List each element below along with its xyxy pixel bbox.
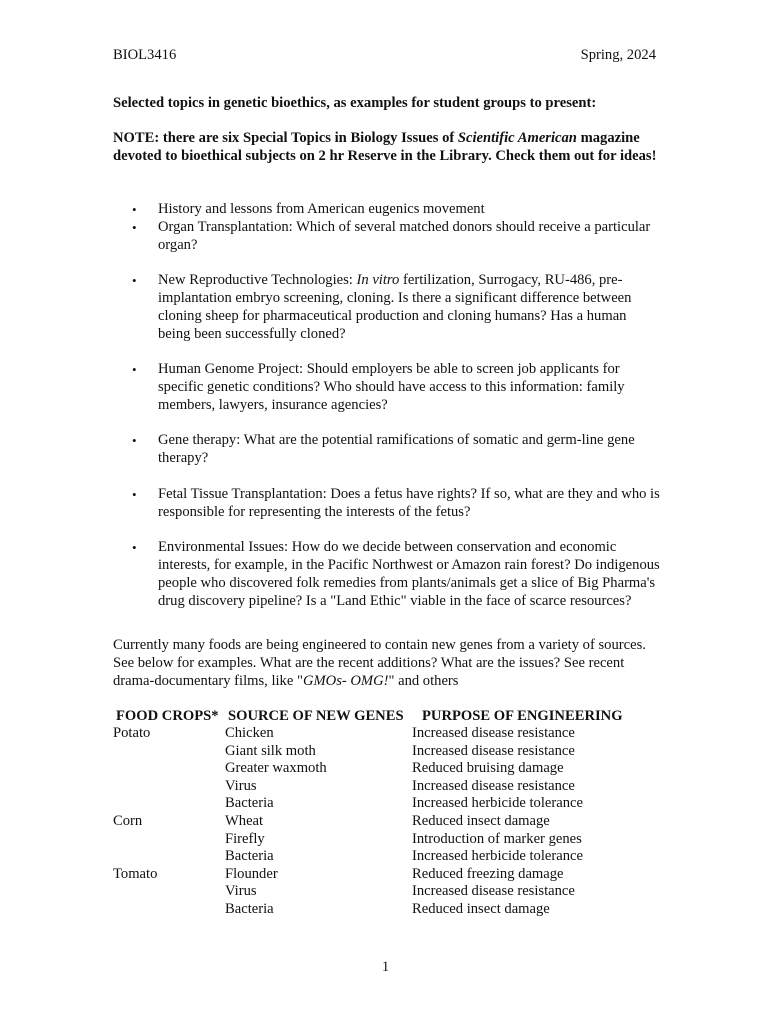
- page-number: 1: [381, 959, 390, 975]
- cell-purpose: Reduced insect damage: [412, 900, 550, 917]
- cell-source: Giant silk moth: [225, 742, 316, 759]
- foods-paragraph: [113, 636, 661, 690]
- cell-source: Virus: [225, 883, 257, 900]
- page-header: [113, 47, 658, 65]
- topic-list: [113, 201, 661, 610]
- table-row: [113, 866, 661, 884]
- cell-purpose: Increased disease resistance: [412, 777, 575, 794]
- table-row: [113, 831, 661, 849]
- note-paragraph: [113, 129, 661, 165]
- note-text-end: magazine devoted to bioethical subjects on 2 hr Reserve in the Library. Check them out for ideas!: [113, 130, 657, 164]
- foods-text-start: Currently many foods are being engineered to contain new genes from a variety of sources. See below for examples. What are the recent additions? What are the issues? See recent drama-documentary films, like ": [113, 637, 646, 689]
- table-row: [113, 743, 661, 761]
- note-magazine-title: Scientific American: [457, 130, 577, 146]
- cell-purpose: Reduced bruising damage: [412, 760, 564, 777]
- course-code: BIOL3416: [113, 47, 177, 63]
- table-row: [113, 760, 661, 778]
- cell-purpose: Increased herbicide tolerance: [412, 848, 583, 865]
- table-row: [113, 813, 661, 831]
- cell-crop: Corn: [113, 812, 143, 829]
- table-row: [113, 795, 661, 813]
- crop-table: [113, 725, 661, 919]
- foods-text-end: " and others: [388, 673, 459, 689]
- list-item: • Gene therapy: What are the potential ramifications of somatic and germ-line gene therapy?: [113, 432, 661, 468]
- term: Spring, 2024: [580, 47, 656, 63]
- document-page: [113, 0, 658, 1024]
- cell-source: Wheat: [225, 812, 264, 829]
- list-item: • History and lessons from American eugenics movement: [113, 201, 661, 219]
- list-item-text-end: fertilization, Surrogacy, RU-486, pre-implantation embryo screening, cloning. Is there a significant difference between cloning sheep for pharmaceutical production and cloning humans? Has a human being been successfully cloned?: [158, 272, 632, 342]
- cell-purpose: Increased disease resistance: [412, 742, 575, 759]
- list-item-text-start: New Reproductive Technologies:: [158, 272, 357, 289]
- list-item: • Organ Transplantation: Which of several matched donors should receive a particular organ?: [113, 219, 661, 255]
- cell-source: Greater waxmoth: [225, 760, 327, 777]
- table-row: [113, 883, 661, 901]
- cell-source: Chicken: [225, 725, 274, 741]
- cell-purpose: Reduced insect damage: [412, 812, 550, 829]
- header-source-genes: SOURCE OF NEW GENES: [228, 708, 404, 724]
- intro-heading: Selected topics in genetic bioethics, as examples for student groups to present:: [113, 95, 597, 111]
- film-title: GMOs- OMG!: [302, 673, 389, 689]
- list-item: • Human Genome Project: Should employers be able to screen job applicants for specific genetic conditions? Who should have access to this information: family members, lawyers, insurance agencies?: [113, 361, 661, 414]
- list-item-italic: In vitro: [356, 272, 400, 289]
- list-item: • Environmental Issues: How do we decide between conservation and economic interests, for example, in the Pacific Northwest or Amazon rain forest? Do indigenous people who discovered folk remedies from plants/animals get a slice of Big Pharma's drug discovery pipeline? Is a "Land Ethic" viable in the face of scarce resources?: [113, 539, 661, 610]
- table-row: [113, 901, 661, 919]
- cell-crop: Tomato: [113, 865, 158, 882]
- cell-source: Virus: [225, 777, 257, 794]
- cell-purpose: Increased disease resistance: [412, 883, 575, 900]
- header-food-crops: FOOD CROPS*: [116, 708, 219, 724]
- cell-source: Firefly: [225, 830, 265, 847]
- cell-purpose: Increased disease resistance: [412, 725, 575, 741]
- table-row: [113, 725, 661, 743]
- list-item: [113, 272, 661, 343]
- cell-source: Flounder: [225, 865, 278, 882]
- list-item: • Fetal Tissue Transplantation: Does a fetus have rights? If so, what are they and who is responsible for representing the interests of the fetus?: [113, 486, 661, 522]
- cell-source: Bacteria: [225, 848, 274, 865]
- cell-crop: Potato: [113, 725, 151, 741]
- table-row: [113, 778, 661, 796]
- cell-source: Bacteria: [225, 795, 274, 812]
- table-row: [113, 848, 661, 866]
- header-purpose: PURPOSE OF ENGINEERING: [422, 708, 623, 724]
- cell-source: Bacteria: [225, 900, 274, 917]
- cell-purpose: Reduced freezing damage: [412, 865, 564, 882]
- note-text-start: NOTE: there are six Special Topics in Biology Issues of: [113, 130, 458, 146]
- cell-purpose: Increased herbicide tolerance: [412, 795, 583, 812]
- cell-purpose: Introduction of marker genes: [412, 830, 582, 847]
